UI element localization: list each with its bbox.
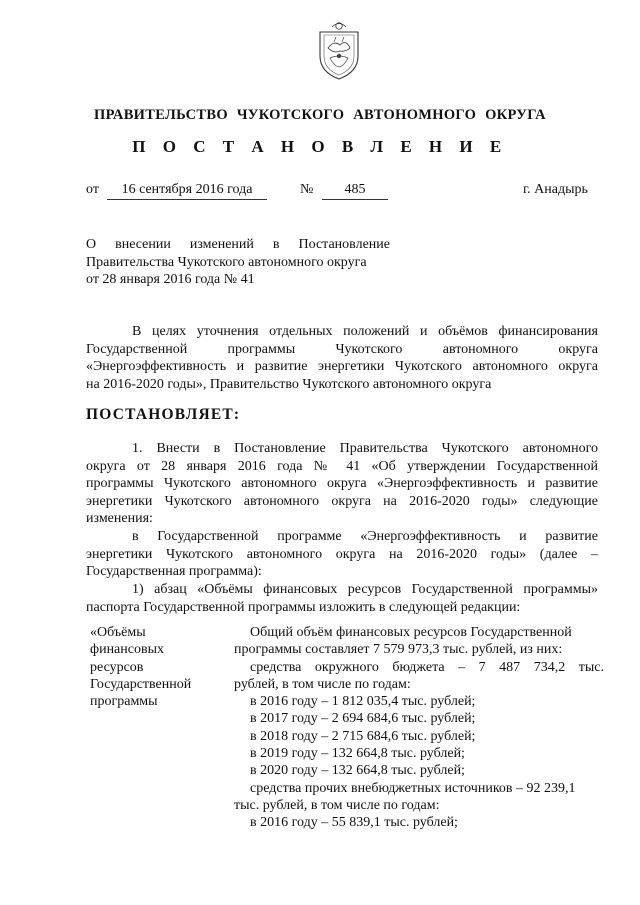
text-line: программы Чукотского автономного округа «Энергоэффективность и развитие bbox=[86, 476, 598, 491]
text-line: 1) абзац «Объёмы финансовых ресурсов Государственной программы» bbox=[132, 582, 598, 597]
table-left-cell: «Объёмы bbox=[90, 625, 146, 640]
table-right-column bbox=[234, 624, 604, 832]
table-right-line: программы составляет 7 579 973,3 тыс. рублей, из них: bbox=[234, 642, 563, 658]
document-subject bbox=[86, 236, 390, 289]
item-1c-paragraph bbox=[86, 581, 598, 616]
table-year-line: в 2019 году – 132 664,8 тыс. рублей; bbox=[250, 746, 465, 762]
table-right-line: рублей, в том числе по годам: bbox=[234, 676, 411, 692]
document-date: 16 сентября 2016 года bbox=[107, 182, 267, 200]
item-1b-paragraph bbox=[86, 528, 598, 581]
table-left-cell: программы bbox=[90, 694, 158, 710]
table-left-cell: финансовых bbox=[90, 642, 164, 658]
text-line: В целях уточнения отдельных положений и объёмов финансирования bbox=[132, 324, 598, 339]
document-number: 485 bbox=[322, 182, 388, 200]
table-left-cell: ресурсов bbox=[90, 659, 144, 675]
resolve-heading: ПОСТАНОВЛЯЕТ: bbox=[86, 406, 241, 423]
government-title: ПРАВИТЕЛЬСТВО ЧУКОТСКОГО АВТОНОМНОГО ОКРУГА bbox=[94, 107, 546, 123]
text-line: энергетики Чукотского автономного округа на 2016-2020 годы» следующие bbox=[86, 493, 598, 509]
subject-line: Правительства Чукотского автономного округа bbox=[86, 254, 367, 270]
preamble-paragraph bbox=[86, 323, 598, 393]
table-year-line: в 2017 году – 2 694 684,6 тыс. рублей; bbox=[250, 711, 476, 727]
table-year-line: в 2016 году – 1 812 035,4 тыс. рублей; bbox=[250, 694, 476, 710]
number-label: № bbox=[300, 182, 314, 197]
table-year-line: в 2016 году – 55 839,1 тыс. рублей; bbox=[250, 815, 458, 831]
text-line: энергетики Чукотского автономного округа на 2016-2020 годы» (далее – bbox=[86, 546, 598, 562]
text-line: «Энергоэффективность и развитие энергетики Чукотского автономного округа bbox=[86, 359, 598, 374]
document-kind-title: П О С Т А Н О В Л Е Н И Е bbox=[132, 137, 508, 156]
text-line: Государственной программы Чукотского автономного округа bbox=[86, 341, 598, 357]
text-line: на 2016-2020 годы», Правительство Чукотского автономного округа bbox=[86, 376, 492, 392]
item-1-paragraph bbox=[86, 440, 598, 528]
date-number-row bbox=[86, 182, 598, 202]
table-left-column bbox=[90, 624, 220, 710]
text-line: паспорта Государственной программы изложить в следующей редакции: bbox=[86, 599, 521, 615]
table-year-line: в 2020 году – 132 664,8 тыс. рублей; bbox=[250, 763, 465, 779]
table-right-line: средства окружного бюджета – 7 487 734,2 тыс. bbox=[250, 659, 604, 675]
table-right-line: тыс. рублей, в том числе по годам: bbox=[234, 797, 440, 813]
subject-line: от 28 января 2016 года № 41 bbox=[86, 272, 255, 287]
subject-line: О внесении изменений в Постановление bbox=[86, 237, 390, 252]
city: г. Анадырь bbox=[523, 182, 588, 197]
text-line: 1. Внести в Постановление Правительства Чукотского автономного bbox=[132, 441, 598, 456]
table-right-line: средства прочих внебюджетных источников – 92 239,1 bbox=[250, 780, 576, 796]
coat-of-arms-emblem bbox=[316, 18, 362, 82]
table-right-line: Общий объём финансовых ресурсов Государственной bbox=[250, 625, 572, 640]
text-line: изменения: bbox=[86, 511, 153, 526]
from-label: от bbox=[86, 182, 99, 197]
text-line: в Государственной программе «Энергоэффективность и развитие bbox=[132, 529, 598, 544]
text-line: Государственная программа): bbox=[86, 564, 262, 579]
table-left-cell: Государственной bbox=[90, 676, 192, 692]
table-year-line: в 2018 году – 2 715 684,6 тыс. рублей; bbox=[250, 728, 476, 744]
text-line: округа от 28 января 2016 года № 41 «Об утверждении Государственной bbox=[86, 458, 598, 474]
